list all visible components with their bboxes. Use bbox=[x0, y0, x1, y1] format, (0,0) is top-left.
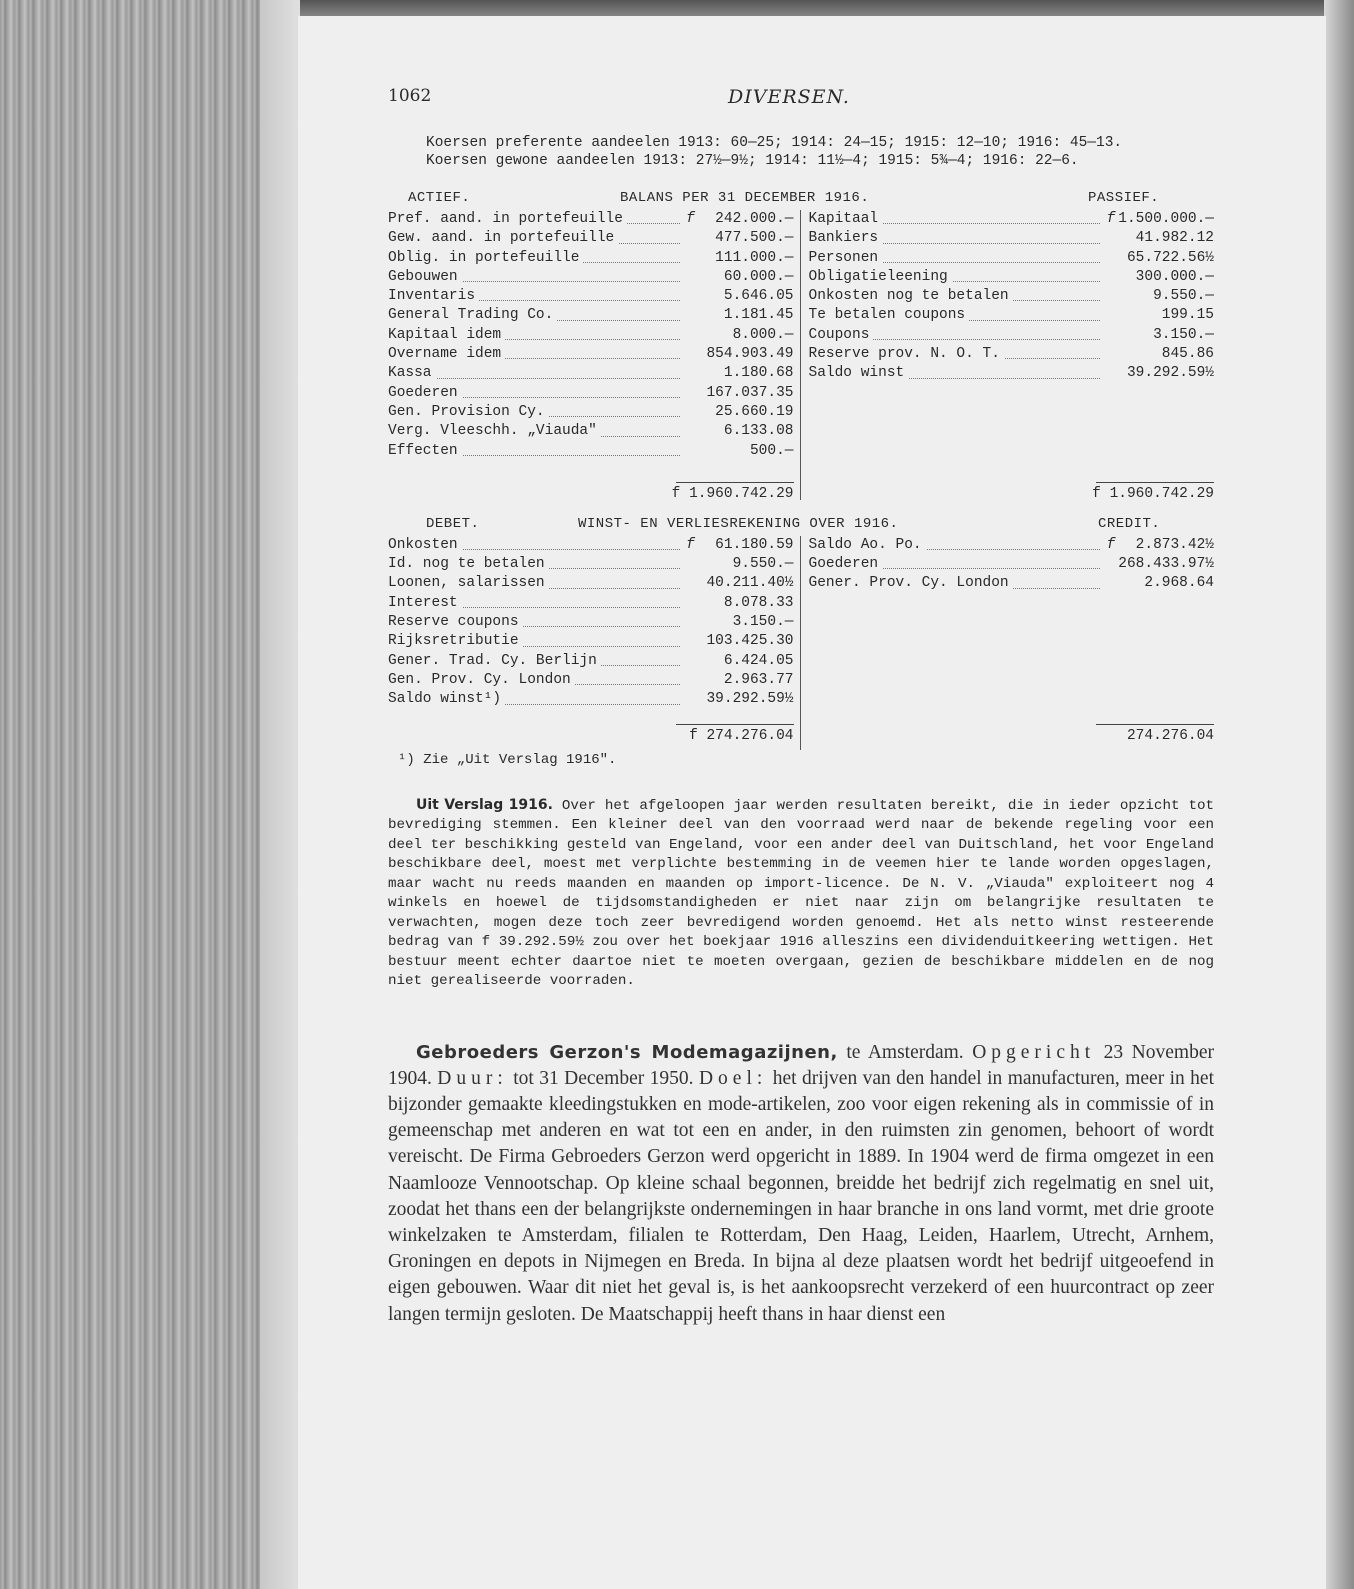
ledger-row bbox=[809, 536, 1215, 555]
currency-symbol bbox=[684, 442, 698, 461]
ledger-label-text: Obligatieleening bbox=[809, 269, 952, 285]
balance-sheet-header bbox=[388, 190, 1214, 210]
ledger-value: 242.000.— bbox=[715, 211, 794, 227]
ledger-value: 854.903.49 bbox=[706, 346, 794, 363]
empty-row bbox=[809, 613, 1215, 632]
currency-symbol bbox=[1104, 555, 1118, 574]
profit-loss-title: WINST- EN VERLIESREKENING OVER 1916. bbox=[578, 515, 899, 532]
ledger-row bbox=[388, 229, 794, 248]
book-right-edge bbox=[1324, 0, 1354, 1589]
passief-total: f 1.960.742.29 bbox=[1092, 485, 1214, 502]
ledger-value: 300.000.— bbox=[1135, 268, 1214, 285]
ledger-label-text: Reserve coupons bbox=[388, 614, 523, 630]
currency-symbol bbox=[684, 632, 698, 651]
ledger-label bbox=[388, 632, 684, 651]
empty-row bbox=[809, 594, 1215, 613]
actief-total-cell bbox=[388, 460, 801, 500]
ledger-row bbox=[809, 574, 1215, 593]
founded-label: Opgericht bbox=[972, 1041, 1096, 1063]
currency-symbol bbox=[684, 364, 698, 383]
ledger-label bbox=[809, 345, 1105, 364]
ledger-value: 2.873.42½ bbox=[1135, 536, 1214, 553]
credit-column bbox=[801, 536, 1215, 710]
ledger-label-text: Coupons bbox=[809, 327, 874, 343]
report-heading: Uit Verslag 1916. bbox=[416, 796, 553, 813]
ledger-label bbox=[809, 326, 1105, 345]
ledger-label bbox=[388, 652, 684, 671]
ledger-label bbox=[388, 306, 684, 325]
ledger-label bbox=[388, 326, 684, 345]
duration-value: tot 31 December 1950. bbox=[507, 1067, 699, 1089]
ledger-label bbox=[388, 345, 684, 364]
ledger-label-text: Gen. Provision Cy. bbox=[388, 404, 549, 420]
currency-symbol bbox=[1104, 306, 1118, 325]
ledger-label-text: Onkosten bbox=[388, 537, 462, 553]
company-name: Gebroeders Gerzon's Modemagazijnen, bbox=[416, 1041, 838, 1063]
ledger-value: 845.86 bbox=[1161, 346, 1214, 363]
ledger-label bbox=[388, 229, 684, 248]
ledger-label-text: Rijksretributie bbox=[388, 633, 523, 649]
currency-symbol bbox=[1104, 229, 1118, 248]
ledger-label bbox=[388, 287, 684, 306]
ledger-value: 6.424.05 bbox=[723, 652, 794, 669]
ledger-row bbox=[809, 268, 1215, 287]
debet-column bbox=[388, 536, 801, 710]
ledger-label bbox=[388, 442, 684, 461]
ledger-value: 60.000.— bbox=[723, 268, 794, 285]
ledger-value: 3.150.— bbox=[1153, 326, 1214, 343]
debet-total: f 274.276.04 bbox=[689, 727, 794, 744]
empty-row bbox=[809, 422, 1215, 441]
ledger-row bbox=[809, 210, 1215, 229]
ledger-value: 9.550.— bbox=[732, 556, 794, 573]
ledger-label-text: Gener. Trad. Cy. Berlijn bbox=[388, 653, 601, 669]
ledger-value: 1.181.45 bbox=[723, 307, 794, 324]
book-page bbox=[298, 16, 1326, 1589]
ledger-value: 8.078.33 bbox=[723, 594, 794, 611]
empty-row bbox=[809, 403, 1215, 422]
ledger-label bbox=[388, 268, 684, 287]
currency-symbol bbox=[684, 287, 698, 306]
currency-symbol bbox=[1104, 326, 1118, 345]
company-entry bbox=[388, 1040, 1214, 1328]
currency-symbol bbox=[684, 403, 698, 422]
ledger-row bbox=[388, 574, 794, 593]
ledger-row bbox=[388, 422, 794, 441]
ledger-label-text: Effecten bbox=[388, 443, 462, 459]
currency-symbol bbox=[1104, 345, 1118, 364]
ledger-label-text: Onkosten nog te betalen bbox=[809, 288, 1013, 304]
credit-total-cell bbox=[801, 710, 1215, 750]
empty-row bbox=[809, 671, 1215, 690]
company-location: te Amsterdam. bbox=[837, 1041, 973, 1063]
ledger-row bbox=[388, 671, 794, 690]
ledger-label bbox=[809, 210, 1105, 229]
annual-report-excerpt bbox=[388, 796, 1214, 992]
empty-row bbox=[809, 652, 1215, 671]
ledger-row bbox=[388, 555, 794, 574]
ledger-label-text: Oblig. in portefeuille bbox=[388, 250, 583, 266]
debet-heading: DEBET. bbox=[426, 515, 480, 532]
ledger-label bbox=[809, 555, 1105, 574]
ledger-value: 103.425.30 bbox=[706, 633, 794, 650]
ledger-value: 2.963.77 bbox=[723, 671, 794, 688]
ledger-label bbox=[388, 210, 684, 229]
currency-symbol bbox=[684, 345, 698, 364]
ledger-label-text: Goederen bbox=[809, 556, 883, 572]
ledger-label-text: Gew. aand. in portefeuille bbox=[388, 230, 618, 246]
ledger-label-text: Saldo winst¹) bbox=[388, 691, 505, 707]
ledger-label-text: Kapitaal idem bbox=[388, 327, 505, 343]
empty-row bbox=[809, 690, 1215, 709]
ledger-value: 2.968.64 bbox=[1144, 575, 1214, 592]
profit-loss-header bbox=[388, 516, 1214, 536]
ledger-label bbox=[388, 613, 684, 632]
balance-sheet-title: BALANS PER 31 DECEMBER 1916. bbox=[620, 190, 870, 206]
currency-symbol bbox=[1104, 364, 1118, 383]
ledger-label bbox=[388, 574, 684, 593]
actief-total: f 1.960.742.29 bbox=[671, 485, 794, 502]
footnote: ¹) Zie „Uit Verslag 1916". bbox=[398, 751, 617, 768]
ledger-label bbox=[809, 249, 1105, 268]
share-prices bbox=[388, 134, 1214, 170]
empty-row bbox=[809, 442, 1215, 461]
ledger-label bbox=[388, 690, 684, 709]
ledger-row bbox=[388, 594, 794, 613]
profit-loss-account bbox=[388, 516, 1214, 768]
ledger-row bbox=[388, 287, 794, 306]
ledger-label bbox=[809, 229, 1105, 248]
ledger-row bbox=[388, 652, 794, 671]
running-head bbox=[388, 86, 1214, 116]
currency-symbol bbox=[684, 268, 698, 287]
purpose-label: Doel: bbox=[698, 1067, 768, 1089]
ledger-label-text: Saldo Ao. Po. bbox=[809, 537, 926, 553]
ledger-label bbox=[809, 268, 1105, 287]
ledger-value: 25.660.19 bbox=[715, 403, 794, 420]
ledger-label bbox=[388, 364, 684, 383]
ledger-value: 41.982.12 bbox=[1135, 230, 1214, 247]
ledger-row bbox=[388, 442, 794, 461]
actief-column bbox=[388, 210, 801, 461]
ledger-label-text: Reserve prov. N. O. T. bbox=[809, 346, 1004, 362]
ledger-row bbox=[388, 403, 794, 422]
ledger-label-text: Verg. Vleeschh. „Viauda" bbox=[388, 423, 601, 439]
currency-symbol bbox=[684, 326, 698, 345]
ledger-value: 199.15 bbox=[1161, 307, 1214, 324]
ledger-label bbox=[388, 671, 684, 690]
ledger-row bbox=[388, 268, 794, 287]
ledger-label-text: Overname idem bbox=[388, 346, 505, 362]
ledger-value: 5.646.05 bbox=[723, 288, 794, 305]
section-title: DIVERSEN. bbox=[728, 86, 850, 108]
ledger-label bbox=[809, 536, 1105, 555]
currency-symbol bbox=[684, 422, 698, 441]
ledger-label-text: Loonen, salarissen bbox=[388, 575, 549, 591]
ledger-label bbox=[388, 249, 684, 268]
ledger-value: 6.133.08 bbox=[723, 423, 794, 440]
currency-symbol bbox=[684, 594, 698, 613]
common-share-prices: Koersen gewone aandeelen 1913: 27½—9½; 1914: 11½—4; 1915: 5¾—4; 1916: 22—6. bbox=[426, 153, 1079, 169]
ledger-value: 39.292.59½ bbox=[1126, 365, 1214, 382]
ledger-label-text: Te betalen coupons bbox=[809, 307, 970, 323]
page-number: 1062 bbox=[388, 86, 432, 106]
ledger-label-text: Interest bbox=[388, 595, 462, 611]
duration-label: Duur: bbox=[437, 1067, 508, 1089]
ledger-row bbox=[388, 536, 794, 555]
ledger-value: 61.180.59 bbox=[715, 536, 794, 553]
currency-symbol: f bbox=[1106, 536, 1116, 553]
ledger-row bbox=[809, 555, 1215, 574]
preferred-share-prices: Koersen preferente aandeelen 1913: 60—25; 1914: 24—15; 1915: 12—10; 1916: 45—13. bbox=[426, 135, 1123, 151]
ledger-label-text: Id. nog te betalen bbox=[388, 556, 549, 572]
ledger-label bbox=[388, 536, 684, 555]
currency-symbol: f bbox=[1106, 211, 1116, 227]
ledger-value: 40.211.40½ bbox=[706, 575, 794, 592]
ledger-row bbox=[809, 229, 1215, 248]
ledger-value: 8.000.— bbox=[732, 326, 794, 343]
ledger-label bbox=[809, 574, 1105, 593]
credit-heading: CREDIT. bbox=[1098, 515, 1161, 532]
passief-total-cell bbox=[801, 460, 1215, 500]
ledger-value: 167.037.35 bbox=[706, 384, 794, 401]
currency-symbol bbox=[1104, 287, 1118, 306]
ledger-row bbox=[388, 249, 794, 268]
book-page-edges bbox=[0, 0, 300, 1589]
ledger-label-text: Bankiers bbox=[809, 230, 883, 246]
ledger-row bbox=[388, 632, 794, 651]
ledger-label bbox=[388, 403, 684, 422]
passief-column bbox=[801, 210, 1215, 461]
ledger-label-text: General Trading Co. bbox=[388, 307, 557, 323]
credit-total: 274.276.04 bbox=[1126, 727, 1214, 744]
ledger-value: 65.722.56½ bbox=[1126, 249, 1214, 266]
balance-sheet bbox=[388, 190, 1214, 500]
ledger-row bbox=[388, 690, 794, 709]
ledger-label-text: Kapitaal bbox=[809, 211, 883, 227]
ledger-value: 111.000.— bbox=[715, 249, 794, 266]
ledger-value: 1.500.000.— bbox=[1118, 211, 1214, 227]
currency-symbol bbox=[684, 249, 698, 268]
report-text: Over het afgeloopen jaar werden resultaten bereikt, die in ieder opzicht tot bevrediging stemmen. Een kleiner deel van den voorraad werd naar de bekende regeling voor een deel ter beschikking gesteld van Engeland, voor een ander deel van Duitschland, het voor Engeland beschikbare deel, moest met verplichte bestemming in de veemen hier te lande worden opgeslagen, maar wacht nu reeds maanden en maanden op import-licence. De N. V. „Viauda" exploiteert nog 4 winkels en hoewel de tijdsomstandigheden er niet naar zijn om belangrijke resultaten te verwachten, mogen deze toch zeer bevredigend worden genoemd. Het als netto winst resteerende bedrag van f 39.292.59½ zou over het boekjaar 1916 alleszins een dividenduitkeering wettigen. Het bestuur meent echter daartoe niet te moeten overgaan, gezien de beschikbare middelen en de nog niet gerealiseerde voorraden. bbox=[388, 797, 1214, 990]
ledger-row bbox=[388, 345, 794, 364]
ledger-row bbox=[388, 613, 794, 632]
ledger-row bbox=[388, 306, 794, 325]
ledger-row bbox=[388, 210, 794, 229]
page-content bbox=[388, 86, 1214, 1328]
ledger-value: 9.550.— bbox=[1153, 288, 1214, 305]
currency-symbol bbox=[684, 690, 698, 709]
currency-symbol bbox=[1104, 574, 1118, 593]
currency-symbol bbox=[684, 671, 698, 690]
ledger-value: 268.433.97½ bbox=[1118, 556, 1214, 573]
currency-symbol bbox=[684, 555, 698, 574]
ledger-label bbox=[809, 364, 1105, 383]
ledger-row bbox=[809, 345, 1215, 364]
currency-symbol bbox=[684, 574, 698, 593]
ledger-row bbox=[809, 326, 1215, 345]
ledger-row bbox=[809, 364, 1215, 383]
ledger-label-text: Gener. Prov. Cy. London bbox=[809, 575, 1013, 591]
ledger-label bbox=[809, 306, 1105, 325]
ledger-label bbox=[388, 594, 684, 613]
ledger-label-text: Kassa bbox=[388, 365, 436, 381]
ledger-value: 39.292.59½ bbox=[706, 691, 794, 708]
ledger-value: 3.150.— bbox=[732, 614, 794, 631]
ledger-value: 500.— bbox=[749, 442, 794, 459]
ledger-value: 1.180.68 bbox=[723, 365, 794, 382]
currency-symbol bbox=[684, 229, 698, 248]
ledger-label-text: Gen. Prov. Cy. London bbox=[388, 672, 575, 688]
empty-row bbox=[809, 384, 1215, 403]
ledger-row bbox=[809, 287, 1215, 306]
ledger-label-text: Gebouwen bbox=[388, 269, 462, 285]
ledger-label-text: Personen bbox=[809, 250, 883, 266]
empty-row bbox=[809, 632, 1215, 651]
ledger-row bbox=[388, 364, 794, 383]
ledger-label bbox=[388, 555, 684, 574]
company-description: het drijven van den handel in manufacturen, meer in het bijzonder gemaakte kleedingstukken en mode-artikelen, zoo voor eigen rekening als in commissie of in gemeenschap met anderen en wat tot een en ander, in den ruimsten zin genomen, behoort of wordt vereischt. De Firma Gebroeders Gerzon werd opgericht in 1889. In 1904 werd de firma omgezet in een Naamlooze Vennootschap. Op kleine schaal begonnen, breidde het bedrijf zich regelmatig en snel uit, zoodat het thans een der belangrijkste ondernemingen in haar branche in ons land vormt, met drie groote winkelzaken te Amsterdam, filialen te Rotterdam, Den Haag, Leiden, Haarlem, Utrecht, Arnhem, Groningen en depots in Nijmegen en Breda. In bijna al deze plaatsen wordt het bedrijf uitgeoefend in eigen gebouwen. Waar dit niet het geval is, is het aankoopsrecht verzekerd of een huurcontract op zeer langen termijn gesloten. De Maatschappij heeft thans in haar dienst een bbox=[388, 1067, 1215, 1325]
currency-symbol bbox=[684, 613, 698, 632]
ledger-label bbox=[809, 287, 1105, 306]
currency-symbol bbox=[684, 384, 698, 403]
founded-value: 23 November 1904. bbox=[388, 1041, 1214, 1089]
ledger-row bbox=[809, 306, 1215, 325]
passief-heading: PASSIEF. bbox=[1088, 190, 1160, 206]
ledger-label bbox=[388, 384, 684, 403]
currency-symbol bbox=[1104, 249, 1118, 268]
ledger-row bbox=[388, 384, 794, 403]
ledger-label bbox=[388, 422, 684, 441]
ledger-value: 477.500.— bbox=[715, 230, 794, 247]
ledger-label-text: Pref. aand. in portefeuille bbox=[388, 211, 627, 227]
ledger-label-text: Inventaris bbox=[388, 288, 479, 304]
ledger-row bbox=[388, 326, 794, 345]
currency-symbol: f bbox=[686, 211, 695, 227]
currency-symbol bbox=[684, 652, 698, 671]
ledger-label-text: Goederen bbox=[388, 385, 462, 401]
actief-heading: ACTIEF. bbox=[408, 190, 471, 206]
debet-total-cell bbox=[388, 710, 801, 750]
ledger-row bbox=[809, 249, 1215, 268]
currency-symbol bbox=[1104, 268, 1118, 287]
currency-symbol bbox=[684, 306, 698, 325]
ledger-label-text: Saldo winst bbox=[809, 365, 909, 381]
currency-symbol: f bbox=[686, 536, 695, 553]
